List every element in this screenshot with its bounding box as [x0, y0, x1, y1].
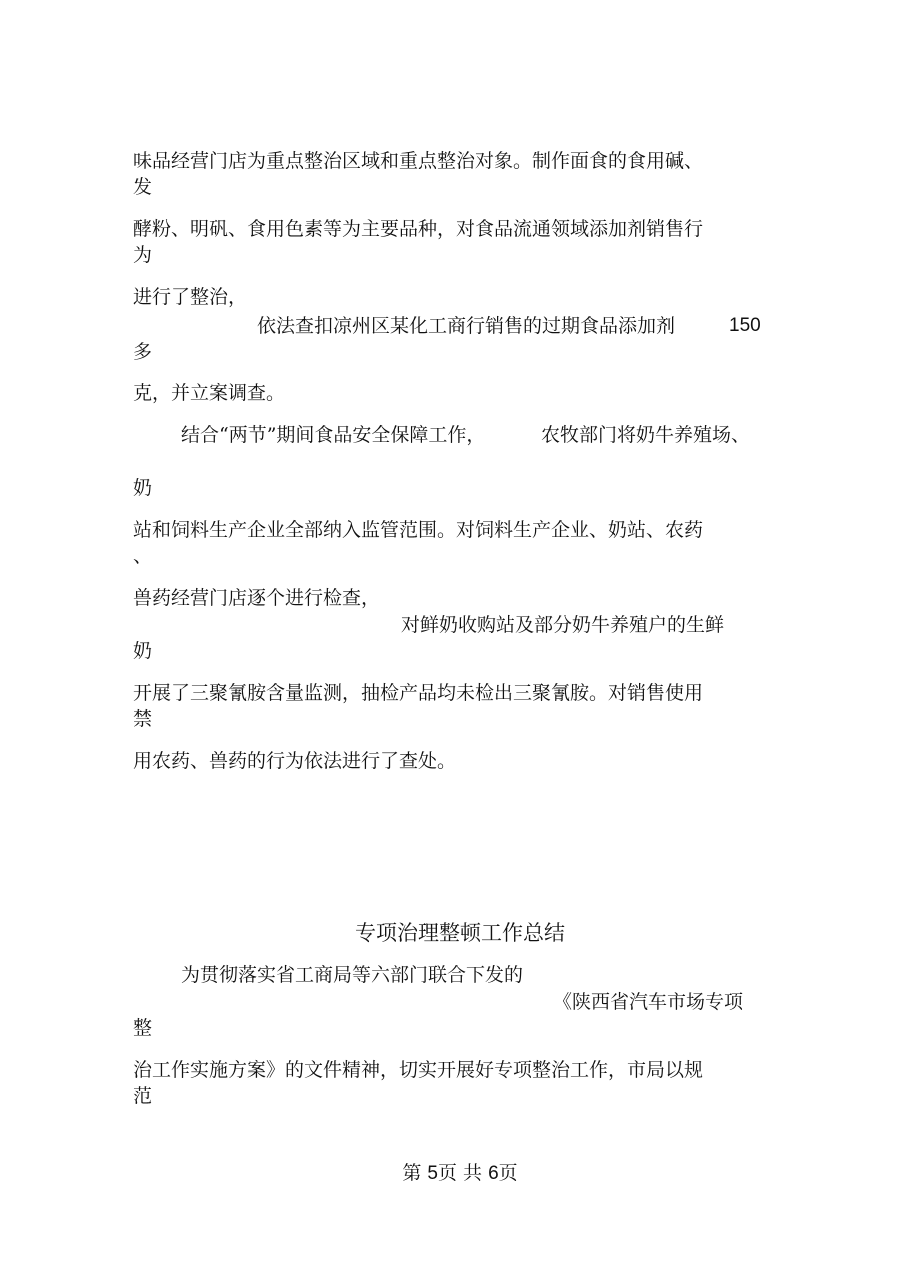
body-text-line: 克，并立案调查。 [133, 382, 286, 404]
body-text-line: 酵粉、明矾、食用色素等为主要品种，对食品流通领域添加剂销售行 [133, 218, 704, 240]
body-text-line: 结合“两节”期间食品安全保障工作， [181, 424, 486, 446]
body-text-line: 范 [133, 1085, 153, 1107]
body-text-line: 治工作实施方案》的文件精神，切实开展好专项整治工作，市局以规 [133, 1059, 704, 1081]
body-text-line: 《陕西省汽车市场专项 [553, 991, 744, 1013]
body-text-line: 为 [133, 244, 153, 266]
section-title: 专项治理整顿工作总结 [355, 921, 565, 945]
body-text-line: 奶 [133, 640, 153, 662]
body-text-line: 味品经营门店为重点整治区域和重点整治对象。制作面食的食用碱、 [133, 150, 704, 172]
body-text-line: 奶 [133, 477, 153, 499]
body-text-line: 对鲜奶收购站及部分奶牛养殖户的生鲜 [401, 614, 725, 636]
body-text-line: 整 [133, 1017, 153, 1039]
body-text-line: 农牧部门将奶牛养殖场、 [541, 424, 751, 446]
footer-suffix: 页 [498, 1162, 518, 1184]
body-number: 150 [729, 315, 761, 336]
body-text-line: 开展了三聚氰胺含量监测，抽检产品均未检出三聚氰胺。对销售使用 [133, 682, 704, 704]
body-text-line: 、 [133, 545, 153, 567]
body-text-line: 禁 [133, 708, 153, 730]
body-text-line: 依法查扣凉州区某化工商行销售的过期食品添加剂 [257, 315, 676, 337]
body-text-line: 用农药、兽药的行为依法进行了查处。 [133, 750, 457, 772]
footer-page-number: 5 [427, 1163, 438, 1184]
footer-total-pages: 6 [488, 1163, 499, 1184]
page-footer [0, 1158, 920, 1185]
footer-prefix: 第 [402, 1162, 422, 1184]
body-text-line: 为贯彻落实省工商局等六部门联合下发的 [181, 964, 524, 986]
footer-middle: 页 共 [437, 1162, 483, 1184]
body-text-line: 进行了整治， [133, 286, 248, 308]
body-text-line: 站和饲料生产企业全部纳入监管范围。对饲料生产企业、奶站、农药 [133, 519, 704, 541]
body-text-line: 多 [133, 341, 153, 363]
body-text-line: 兽药经营门店逐个进行检查， [133, 587, 381, 609]
body-text-line: 发 [133, 176, 153, 198]
